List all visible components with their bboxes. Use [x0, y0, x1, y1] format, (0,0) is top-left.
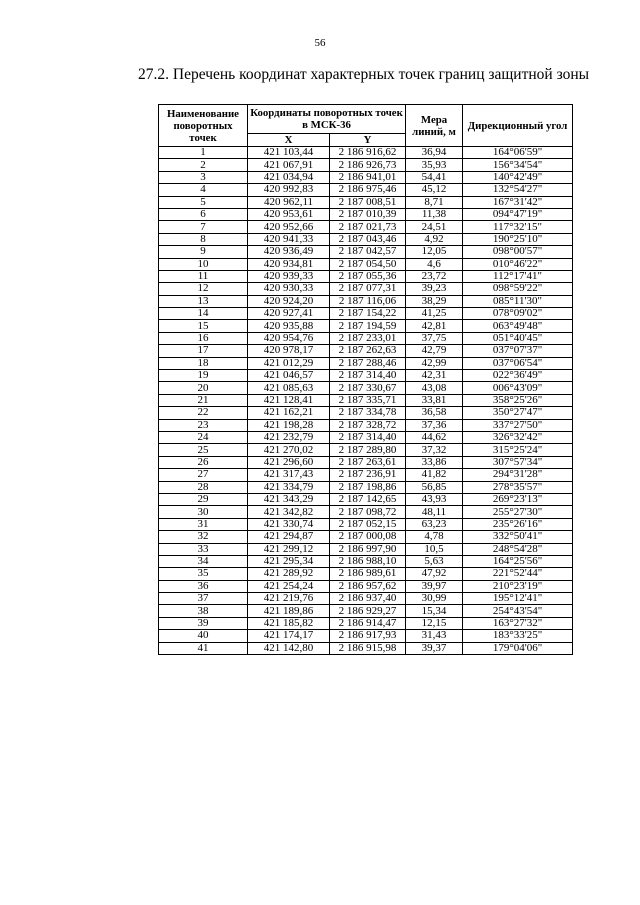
point-number: 28	[159, 481, 248, 493]
direction-angle: 254°43'54"	[463, 605, 573, 617]
direction-angle: 051°40'45"	[463, 332, 573, 344]
table-row	[159, 345, 573, 357]
coordinate-y: 2 187 262,63	[330, 345, 406, 357]
coordinate-x: 421 334,79	[248, 481, 330, 493]
direction-angle: 098°59'22"	[463, 283, 573, 295]
point-number: 31	[159, 518, 248, 530]
point-number: 8	[159, 233, 248, 245]
point-number: 7	[159, 221, 248, 233]
table-row	[159, 456, 573, 468]
line-measure: 43,93	[406, 493, 463, 505]
line-measure: 33,81	[406, 394, 463, 406]
direction-angle: 221°52'44"	[463, 568, 573, 580]
coordinate-y: 2 186 929,27	[330, 605, 406, 617]
line-measure: 56,85	[406, 481, 463, 493]
table-row	[159, 320, 573, 332]
coordinate-y: 2 186 957,62	[330, 580, 406, 592]
line-measure: 35,93	[406, 159, 463, 171]
coordinate-y: 2 186 997,90	[330, 543, 406, 555]
coordinate-x: 420 935,88	[248, 320, 330, 332]
coordinate-x: 420 930,33	[248, 283, 330, 295]
table-row	[159, 407, 573, 419]
point-number: 10	[159, 258, 248, 270]
table-row	[159, 518, 573, 530]
header-direction-angle: Дирекционный угол	[463, 105, 573, 147]
point-number: 26	[159, 456, 248, 468]
coordinate-x: 421 103,44	[248, 147, 330, 159]
coordinate-x: 420 978,17	[248, 345, 330, 357]
table-row	[159, 246, 573, 258]
coordinate-x: 421 270,02	[248, 444, 330, 456]
line-measure: 30,99	[406, 593, 463, 605]
table-row	[159, 221, 573, 233]
line-measure: 31,43	[406, 630, 463, 642]
coordinate-y: 2 187 008,51	[330, 196, 406, 208]
point-number: 30	[159, 506, 248, 518]
coordinate-x: 420 962,11	[248, 196, 330, 208]
coordinate-x: 420 927,41	[248, 308, 330, 320]
line-measure: 36,58	[406, 407, 463, 419]
line-measure: 4,78	[406, 531, 463, 543]
point-number: 41	[159, 642, 248, 654]
coordinate-x: 421 343,29	[248, 493, 330, 505]
coordinate-y: 2 187 328,72	[330, 419, 406, 431]
coordinate-x: 421 034,94	[248, 171, 330, 183]
point-number: 21	[159, 394, 248, 406]
page-number: 56	[314, 37, 326, 49]
line-measure: 47,92	[406, 568, 463, 580]
line-measure: 11,38	[406, 208, 463, 220]
coordinate-y: 2 187 314,40	[330, 370, 406, 382]
coordinate-y: 2 187 335,71	[330, 394, 406, 406]
line-measure: 15,34	[406, 605, 463, 617]
direction-angle: 179°04'06"	[463, 642, 573, 654]
line-measure: 12,05	[406, 246, 463, 258]
direction-angle: 332°50'41"	[463, 531, 573, 543]
direction-angle: 156°34'54"	[463, 159, 573, 171]
line-measure: 41,25	[406, 308, 463, 320]
coordinate-y: 2 187 098,72	[330, 506, 406, 518]
header-x: X	[248, 134, 330, 147]
point-number: 37	[159, 593, 248, 605]
point-number: 17	[159, 345, 248, 357]
table-row	[159, 258, 573, 270]
coordinate-y: 2 187 142,65	[330, 493, 406, 505]
point-number: 19	[159, 370, 248, 382]
direction-angle: 010°46'22"	[463, 258, 573, 270]
table-row	[159, 642, 573, 654]
coordinate-y: 2 187 077,31	[330, 283, 406, 295]
coordinate-x: 421 317,43	[248, 469, 330, 481]
direction-angle: 037°07'37"	[463, 345, 573, 357]
coordinate-y: 2 187 288,46	[330, 357, 406, 369]
table-row	[159, 270, 573, 282]
coordinate-x: 421 342,82	[248, 506, 330, 518]
direction-angle: 255°27'30"	[463, 506, 573, 518]
table-row	[159, 382, 573, 394]
coordinate-y: 2 187 263,61	[330, 456, 406, 468]
direction-angle: 183°33'25"	[463, 630, 573, 642]
point-number: 18	[159, 357, 248, 369]
line-measure: 41,82	[406, 469, 463, 481]
direction-angle: 132°54'27"	[463, 184, 573, 196]
direction-angle: 248°54'28"	[463, 543, 573, 555]
line-measure: 39,97	[406, 580, 463, 592]
table-row	[159, 419, 573, 431]
line-measure: 4,92	[406, 233, 463, 245]
line-measure: 12,15	[406, 617, 463, 629]
coordinate-x: 421 219,76	[248, 593, 330, 605]
line-measure: 48,11	[406, 506, 463, 518]
table-row	[159, 147, 573, 159]
table-row	[159, 469, 573, 481]
table-row	[159, 580, 573, 592]
direction-angle: 210°23'19"	[463, 580, 573, 592]
line-measure: 33,86	[406, 456, 463, 468]
coordinate-y: 2 187 334,78	[330, 407, 406, 419]
table-body	[159, 147, 573, 655]
direction-angle: 164°25'56"	[463, 555, 573, 567]
direction-angle: 350°27'47"	[463, 407, 573, 419]
point-number: 5	[159, 196, 248, 208]
line-measure: 63,23	[406, 518, 463, 530]
coordinate-x: 421 296,60	[248, 456, 330, 468]
direction-angle: 235°26'16"	[463, 518, 573, 530]
line-measure: 37,75	[406, 332, 463, 344]
direction-angle: 307°57'34"	[463, 456, 573, 468]
point-number: 3	[159, 171, 248, 183]
direction-angle: 167°31'42"	[463, 196, 573, 208]
coordinate-y: 2 187 055,36	[330, 270, 406, 282]
coordinate-x: 420 992,83	[248, 184, 330, 196]
table-row	[159, 444, 573, 456]
point-number: 36	[159, 580, 248, 592]
point-number: 1	[159, 147, 248, 159]
table-row	[159, 531, 573, 543]
table-row	[159, 630, 573, 642]
coordinate-y: 2 187 330,67	[330, 382, 406, 394]
coordinate-y: 2 187 000,08	[330, 531, 406, 543]
coordinate-x: 420 953,61	[248, 208, 330, 220]
table-row	[159, 357, 573, 369]
coordinate-x: 420 939,33	[248, 270, 330, 282]
header-coordinates: Координаты поворотных точек в МСК-36	[248, 105, 406, 134]
direction-angle: 112°17'41"	[463, 270, 573, 282]
point-number: 22	[159, 407, 248, 419]
line-measure: 42,79	[406, 345, 463, 357]
point-number: 16	[159, 332, 248, 344]
coordinate-y: 2 187 236,91	[330, 469, 406, 481]
coordinate-x: 421 012,29	[248, 357, 330, 369]
coordinate-y: 2 187 043,46	[330, 233, 406, 245]
table-row	[159, 184, 573, 196]
header-line-measure: Мера линий, м	[406, 105, 463, 147]
coordinate-y: 2 187 194,59	[330, 320, 406, 332]
table-row	[159, 283, 573, 295]
line-measure: 42,99	[406, 357, 463, 369]
line-measure: 5,63	[406, 555, 463, 567]
line-measure: 45,12	[406, 184, 463, 196]
line-measure: 36,94	[406, 147, 463, 159]
coordinate-y: 2 187 314,40	[330, 431, 406, 443]
direction-angle: 098°00'57"	[463, 246, 573, 258]
line-measure: 8,71	[406, 196, 463, 208]
direction-angle: 094°47'19"	[463, 208, 573, 220]
table-row	[159, 605, 573, 617]
table-row	[159, 233, 573, 245]
coordinate-y: 2 187 054,50	[330, 258, 406, 270]
coordinate-x: 421 067,91	[248, 159, 330, 171]
coordinate-x: 421 046,57	[248, 370, 330, 382]
direction-angle: 117°32'15"	[463, 221, 573, 233]
table-row	[159, 171, 573, 183]
line-measure: 39,37	[406, 642, 463, 654]
coordinate-x: 421 232,79	[248, 431, 330, 443]
coordinate-x: 421 294,87	[248, 531, 330, 543]
line-measure: 37,32	[406, 444, 463, 456]
coordinate-y: 2 187 116,06	[330, 295, 406, 307]
line-measure: 38,29	[406, 295, 463, 307]
coordinate-y: 2 186 941,01	[330, 171, 406, 183]
point-number: 38	[159, 605, 248, 617]
table-row	[159, 431, 573, 443]
point-number: 40	[159, 630, 248, 642]
coordinate-y: 2 187 042,57	[330, 246, 406, 258]
table-row	[159, 506, 573, 518]
coordinate-y: 2 186 926,73	[330, 159, 406, 171]
table-row	[159, 196, 573, 208]
table-row	[159, 481, 573, 493]
direction-angle: 190°25'10"	[463, 233, 573, 245]
header-y: Y	[330, 134, 406, 147]
coordinate-x: 421 162,21	[248, 407, 330, 419]
direction-angle: 294°31'28"	[463, 469, 573, 481]
coordinate-x: 421 299,12	[248, 543, 330, 555]
direction-angle: 037°06'54"	[463, 357, 573, 369]
line-measure: 24,51	[406, 221, 463, 233]
coordinate-y: 2 186 975,46	[330, 184, 406, 196]
table-row	[159, 370, 573, 382]
coordinate-x: 421 185,82	[248, 617, 330, 629]
table-row	[159, 208, 573, 220]
line-measure: 23,72	[406, 270, 463, 282]
table-row	[159, 555, 573, 567]
point-number: 9	[159, 246, 248, 258]
coordinate-x: 421 189,86	[248, 605, 330, 617]
point-number: 25	[159, 444, 248, 456]
coordinate-y: 2 187 289,80	[330, 444, 406, 456]
direction-angle: 326°32'42"	[463, 431, 573, 443]
point-number: 34	[159, 555, 248, 567]
point-number: 39	[159, 617, 248, 629]
point-number: 24	[159, 431, 248, 443]
line-measure: 37,36	[406, 419, 463, 431]
direction-angle: 337°27'50"	[463, 419, 573, 431]
line-measure: 43,08	[406, 382, 463, 394]
table-row	[159, 617, 573, 629]
point-number: 32	[159, 531, 248, 543]
point-number: 35	[159, 568, 248, 580]
point-number: 6	[159, 208, 248, 220]
coordinate-x: 420 954,76	[248, 332, 330, 344]
line-measure: 39,23	[406, 283, 463, 295]
line-measure: 42,81	[406, 320, 463, 332]
point-number: 15	[159, 320, 248, 332]
table-row	[159, 493, 573, 505]
coordinate-y: 2 187 021,73	[330, 221, 406, 233]
coordinates-table	[158, 104, 573, 655]
coordinate-y: 2 186 914,47	[330, 617, 406, 629]
table-row	[159, 332, 573, 344]
coordinate-x: 421 254,24	[248, 580, 330, 592]
direction-angle: 164°06'59"	[463, 147, 573, 159]
table-row	[159, 159, 573, 171]
point-number: 11	[159, 270, 248, 282]
coordinate-y: 2 187 198,86	[330, 481, 406, 493]
coordinate-x: 421 085,63	[248, 382, 330, 394]
coordinate-x: 421 295,34	[248, 555, 330, 567]
direction-angle: 078°09'02"	[463, 308, 573, 320]
coordinate-y: 2 186 989,61	[330, 568, 406, 580]
coordinate-y: 2 187 052,15	[330, 518, 406, 530]
coordinate-y: 2 186 915,98	[330, 642, 406, 654]
line-measure: 44,62	[406, 431, 463, 443]
coordinate-y: 2 186 988,10	[330, 555, 406, 567]
point-number: 12	[159, 283, 248, 295]
table-row	[159, 295, 573, 307]
direction-angle: 063°49'48"	[463, 320, 573, 332]
coordinate-x: 420 936,49	[248, 246, 330, 258]
point-number: 29	[159, 493, 248, 505]
coordinate-x: 420 941,33	[248, 233, 330, 245]
coordinate-x: 421 174,17	[248, 630, 330, 642]
coordinate-y: 2 187 154,22	[330, 308, 406, 320]
table-row	[159, 394, 573, 406]
direction-angle: 140°42'49"	[463, 171, 573, 183]
line-measure: 4,6	[406, 258, 463, 270]
coordinate-x: 420 934,81	[248, 258, 330, 270]
coordinate-x: 421 198,28	[248, 419, 330, 431]
direction-angle: 269°23'13"	[463, 493, 573, 505]
coordinate-y: 2 186 916,62	[330, 147, 406, 159]
direction-angle: 315°25'24"	[463, 444, 573, 456]
direction-angle: 085°11'30"	[463, 295, 573, 307]
point-number: 14	[159, 308, 248, 320]
coordinate-y: 2 187 233,01	[330, 332, 406, 344]
line-measure: 10,5	[406, 543, 463, 555]
coordinate-y: 2 186 917,93	[330, 630, 406, 642]
direction-angle: 195°12'41"	[463, 593, 573, 605]
direction-angle: 006°43'09"	[463, 382, 573, 394]
direction-angle: 278°35'57"	[463, 481, 573, 493]
table-row	[159, 568, 573, 580]
coordinate-x: 421 289,92	[248, 568, 330, 580]
coordinate-y: 2 186 937,40	[330, 593, 406, 605]
point-number: 23	[159, 419, 248, 431]
point-number: 4	[159, 184, 248, 196]
direction-angle: 163°27'32"	[463, 617, 573, 629]
point-number: 33	[159, 543, 248, 555]
point-number: 20	[159, 382, 248, 394]
direction-angle: 022°36'49"	[463, 370, 573, 382]
section-title: 27.2. Перечень координат характерных точек границ защитной зоны	[138, 66, 590, 83]
coordinate-x: 421 142,80	[248, 642, 330, 654]
table-row	[159, 543, 573, 555]
coordinate-x: 421 330,74	[248, 518, 330, 530]
point-number: 13	[159, 295, 248, 307]
point-number: 27	[159, 469, 248, 481]
header-point-name: Наименование поворотных точек	[159, 105, 248, 147]
line-measure: 42,31	[406, 370, 463, 382]
direction-angle: 358°25'26"	[463, 394, 573, 406]
coordinate-x: 420 924,20	[248, 295, 330, 307]
line-measure: 54,41	[406, 171, 463, 183]
table-row	[159, 593, 573, 605]
coordinate-x: 421 128,41	[248, 394, 330, 406]
coordinate-y: 2 187 010,39	[330, 208, 406, 220]
table-row	[159, 308, 573, 320]
point-number: 2	[159, 159, 248, 171]
coordinate-x: 420 952,66	[248, 221, 330, 233]
